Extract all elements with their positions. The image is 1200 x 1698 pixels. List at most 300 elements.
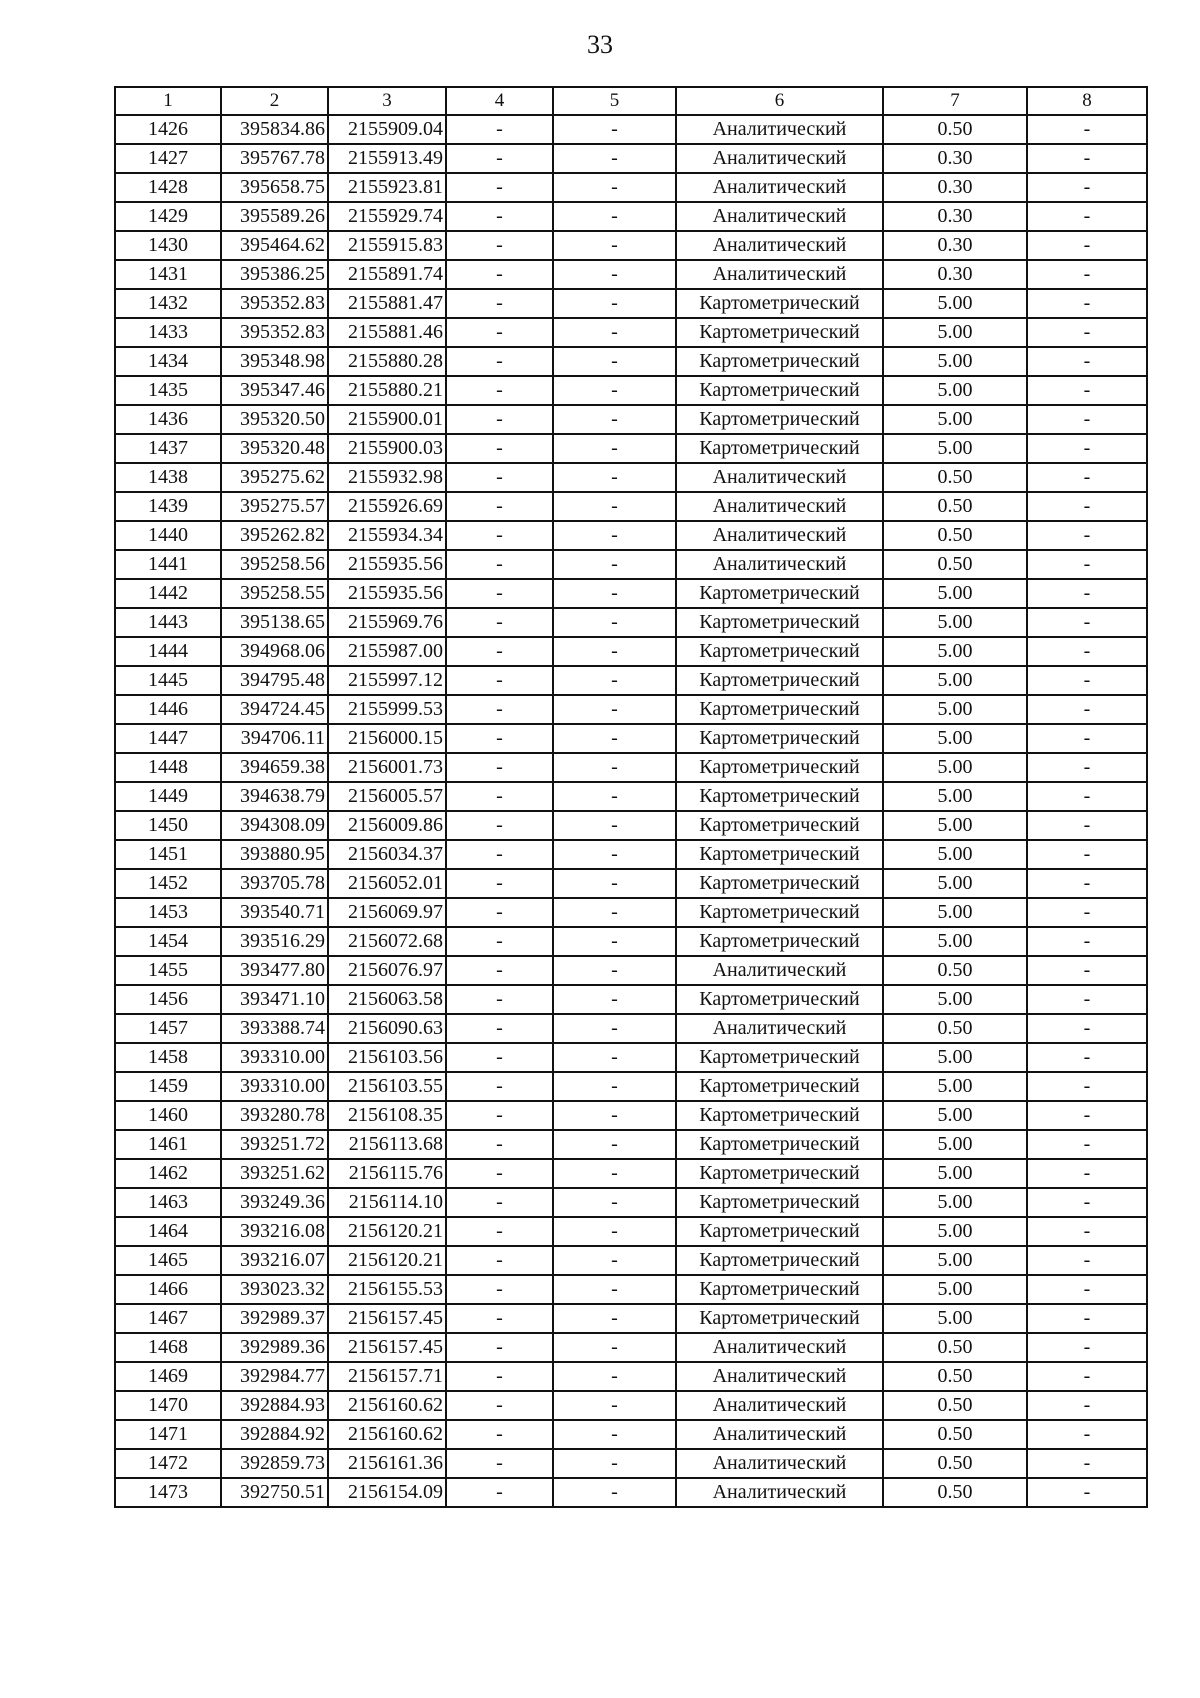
column-header-5: 5: [553, 87, 676, 115]
cell-column-5-value: -: [553, 434, 676, 463]
cell-column-8-value: -: [1027, 898, 1147, 927]
cell-accuracy-value: 5.00: [883, 1217, 1027, 1246]
cell-column-4-value: -: [446, 1362, 553, 1391]
column-header-8: 8: [1027, 87, 1147, 115]
cell-y-coordinate: 2156157.45: [328, 1333, 446, 1362]
cell-y-coordinate: 2155935.56: [328, 550, 446, 579]
cell-column-5-value: -: [553, 550, 676, 579]
cell-point-number: 1435: [115, 376, 221, 405]
cell-point-number: 1454: [115, 927, 221, 956]
cell-point-number: 1467: [115, 1304, 221, 1333]
cell-column-8-value: -: [1027, 463, 1147, 492]
cell-column-5-value: -: [553, 1101, 676, 1130]
cell-y-coordinate: 2155997.12: [328, 666, 446, 695]
cell-column-8-value: -: [1027, 144, 1147, 173]
cell-accuracy-value: 5.00: [883, 927, 1027, 956]
cell-x-coordinate: 393310.00: [221, 1043, 328, 1072]
cell-x-coordinate: 394308.09: [221, 811, 328, 840]
cell-accuracy-value: 5.00: [883, 434, 1027, 463]
cell-y-coordinate: 2155929.74: [328, 202, 446, 231]
cell-determination-method: Картометрический: [676, 637, 883, 666]
cell-y-coordinate: 2155926.69: [328, 492, 446, 521]
cell-x-coordinate: 394659.38: [221, 753, 328, 782]
cell-x-coordinate: 393216.07: [221, 1246, 328, 1275]
table-row: [115, 1362, 1147, 1391]
cell-x-coordinate: 395138.65: [221, 608, 328, 637]
table-row: [115, 782, 1147, 811]
cell-column-4-value: -: [446, 811, 553, 840]
cell-column-8-value: -: [1027, 202, 1147, 231]
cell-point-number: 1433: [115, 318, 221, 347]
cell-x-coordinate: 395658.75: [221, 173, 328, 202]
cell-determination-method: Картометрический: [676, 579, 883, 608]
cell-accuracy-value: 0.30: [883, 144, 1027, 173]
cell-accuracy-value: 0.50: [883, 1014, 1027, 1043]
cell-column-5-value: -: [553, 1246, 676, 1275]
cell-x-coordinate: 395258.55: [221, 579, 328, 608]
cell-point-number: 1436: [115, 405, 221, 434]
cell-point-number: 1439: [115, 492, 221, 521]
cell-accuracy-value: 0.50: [883, 1333, 1027, 1362]
table-row: [115, 579, 1147, 608]
cell-column-8-value: -: [1027, 1420, 1147, 1449]
cell-column-8-value: -: [1027, 637, 1147, 666]
cell-accuracy-value: 5.00: [883, 695, 1027, 724]
table-body: [115, 115, 1147, 1507]
table-row: [115, 840, 1147, 869]
cell-determination-method: Картометрический: [676, 289, 883, 318]
table-row: [115, 173, 1147, 202]
cell-accuracy-value: 5.00: [883, 811, 1027, 840]
table-row: [115, 1159, 1147, 1188]
cell-y-coordinate: 2156103.55: [328, 1072, 446, 1101]
cell-y-coordinate: 2155999.53: [328, 695, 446, 724]
cell-x-coordinate: 394706.11: [221, 724, 328, 753]
cell-y-coordinate: 2156069.97: [328, 898, 446, 927]
cell-x-coordinate: 395320.50: [221, 405, 328, 434]
cell-column-5-value: -: [553, 1072, 676, 1101]
cell-column-8-value: -: [1027, 1333, 1147, 1362]
cell-accuracy-value: 0.50: [883, 1362, 1027, 1391]
cell-column-4-value: -: [446, 1304, 553, 1333]
cell-column-4-value: -: [446, 405, 553, 434]
cell-column-4-value: -: [446, 289, 553, 318]
cell-column-8-value: -: [1027, 260, 1147, 289]
cell-determination-method: Картометрический: [676, 985, 883, 1014]
cell-column-5-value: -: [553, 666, 676, 695]
cell-accuracy-value: 0.30: [883, 202, 1027, 231]
cell-point-number: 1469: [115, 1362, 221, 1391]
table-row: [115, 231, 1147, 260]
cell-column-4-value: -: [446, 521, 553, 550]
cell-column-8-value: -: [1027, 608, 1147, 637]
cell-accuracy-value: 5.00: [883, 1304, 1027, 1333]
cell-point-number: 1430: [115, 231, 221, 260]
cell-determination-method: Картометрический: [676, 898, 883, 927]
cell-point-number: 1440: [115, 521, 221, 550]
cell-x-coordinate: 395262.82: [221, 521, 328, 550]
column-header-6: 6: [676, 87, 883, 115]
column-header-3: 3: [328, 87, 446, 115]
table-row: [115, 376, 1147, 405]
cell-column-4-value: -: [446, 753, 553, 782]
cell-column-5-value: -: [553, 1043, 676, 1072]
cell-column-5-value: -: [553, 1391, 676, 1420]
cell-determination-method: Картометрический: [676, 782, 883, 811]
table-row: [115, 1130, 1147, 1159]
table-row: [115, 260, 1147, 289]
cell-column-5-value: -: [553, 985, 676, 1014]
cell-x-coordinate: 395834.86: [221, 115, 328, 144]
table-row: [115, 1304, 1147, 1333]
cell-accuracy-value: 5.00: [883, 1101, 1027, 1130]
cell-column-5-value: -: [553, 579, 676, 608]
cell-point-number: 1431: [115, 260, 221, 289]
cell-column-4-value: -: [446, 1188, 553, 1217]
cell-y-coordinate: 2156034.37: [328, 840, 446, 869]
cell-column-4-value: -: [446, 1101, 553, 1130]
table-row: [115, 985, 1147, 1014]
table-row: [115, 724, 1147, 753]
cell-point-number: 1448: [115, 753, 221, 782]
cell-column-5-value: -: [553, 956, 676, 985]
cell-column-8-value: -: [1027, 1217, 1147, 1246]
cell-column-8-value: -: [1027, 289, 1147, 318]
cell-determination-method: Картометрический: [676, 927, 883, 956]
cell-x-coordinate: 392984.77: [221, 1362, 328, 1391]
cell-determination-method: Картометрический: [676, 318, 883, 347]
cell-x-coordinate: 394638.79: [221, 782, 328, 811]
cell-y-coordinate: 2156120.21: [328, 1246, 446, 1275]
cell-determination-method: Картометрический: [676, 1130, 883, 1159]
table-row: [115, 1188, 1147, 1217]
cell-determination-method: Картометрический: [676, 1043, 883, 1072]
cell-y-coordinate: 2155923.81: [328, 173, 446, 202]
cell-point-number: 1426: [115, 115, 221, 144]
cell-x-coordinate: 392750.51: [221, 1478, 328, 1507]
cell-y-coordinate: 2155909.04: [328, 115, 446, 144]
column-header-1: 1: [115, 87, 221, 115]
cell-x-coordinate: 393540.71: [221, 898, 328, 927]
cell-x-coordinate: 395464.62: [221, 231, 328, 260]
cell-accuracy-value: 5.00: [883, 376, 1027, 405]
cell-accuracy-value: 5.00: [883, 1275, 1027, 1304]
table-row: [115, 666, 1147, 695]
cell-determination-method: Аналитический: [676, 260, 883, 289]
cell-column-4-value: -: [446, 869, 553, 898]
cell-column-8-value: -: [1027, 550, 1147, 579]
table-row: [115, 463, 1147, 492]
cell-point-number: 1438: [115, 463, 221, 492]
cell-column-4-value: -: [446, 1130, 553, 1159]
cell-column-4-value: -: [446, 898, 553, 927]
cell-column-8-value: -: [1027, 1362, 1147, 1391]
cell-y-coordinate: 2156076.97: [328, 956, 446, 985]
table-row: [115, 869, 1147, 898]
cell-y-coordinate: 2155934.34: [328, 521, 446, 550]
cell-determination-method: Картометрический: [676, 724, 883, 753]
cell-column-4-value: -: [446, 1275, 553, 1304]
cell-column-5-value: -: [553, 492, 676, 521]
cell-y-coordinate: 2155900.03: [328, 434, 446, 463]
cell-accuracy-value: 5.00: [883, 666, 1027, 695]
cell-accuracy-value: 0.30: [883, 260, 1027, 289]
cell-column-5-value: -: [553, 753, 676, 782]
cell-y-coordinate: 2156108.35: [328, 1101, 446, 1130]
cell-determination-method: Картометрический: [676, 695, 883, 724]
table-row: [115, 434, 1147, 463]
cell-determination-method: Картометрический: [676, 347, 883, 376]
cell-column-5-value: -: [553, 1159, 676, 1188]
cell-determination-method: Картометрический: [676, 753, 883, 782]
table-row: [115, 318, 1147, 347]
cell-accuracy-value: 5.00: [883, 840, 1027, 869]
cell-accuracy-value: 5.00: [883, 608, 1027, 637]
cell-point-number: 1449: [115, 782, 221, 811]
cell-y-coordinate: 2156090.63: [328, 1014, 446, 1043]
cell-y-coordinate: 2156160.62: [328, 1391, 446, 1420]
cell-point-number: 1461: [115, 1130, 221, 1159]
cell-column-4-value: -: [446, 1014, 553, 1043]
cell-column-8-value: -: [1027, 1275, 1147, 1304]
cell-x-coordinate: 395352.83: [221, 289, 328, 318]
table-row: [115, 753, 1147, 782]
cell-point-number: 1460: [115, 1101, 221, 1130]
cell-x-coordinate: 393251.62: [221, 1159, 328, 1188]
cell-x-coordinate: 393216.08: [221, 1217, 328, 1246]
column-header-7: 7: [883, 87, 1027, 115]
table-row: [115, 1043, 1147, 1072]
table-row: [115, 956, 1147, 985]
cell-column-5-value: -: [553, 173, 676, 202]
cell-y-coordinate: 2156154.09: [328, 1478, 446, 1507]
cell-determination-method: Картометрический: [676, 840, 883, 869]
cell-column-5-value: -: [553, 231, 676, 260]
cell-x-coordinate: 393471.10: [221, 985, 328, 1014]
cell-point-number: 1466: [115, 1275, 221, 1304]
cell-column-5-value: -: [553, 289, 676, 318]
cell-point-number: 1441: [115, 550, 221, 579]
cell-point-number: 1451: [115, 840, 221, 869]
cell-x-coordinate: 395347.46: [221, 376, 328, 405]
cell-x-coordinate: 395275.57: [221, 492, 328, 521]
cell-point-number: 1470: [115, 1391, 221, 1420]
cell-determination-method: Картометрический: [676, 869, 883, 898]
table-row: [115, 550, 1147, 579]
cell-column-5-value: -: [553, 144, 676, 173]
cell-column-4-value: -: [446, 579, 553, 608]
cell-accuracy-value: 5.00: [883, 1159, 1027, 1188]
cell-accuracy-value: 5.00: [883, 1246, 1027, 1275]
cell-column-4-value: -: [446, 492, 553, 521]
cell-column-8-value: -: [1027, 115, 1147, 144]
cell-accuracy-value: 5.00: [883, 347, 1027, 376]
cell-y-coordinate: 2156052.01: [328, 869, 446, 898]
cell-column-5-value: -: [553, 521, 676, 550]
cell-point-number: 1447: [115, 724, 221, 753]
cell-y-coordinate: 2155881.47: [328, 289, 446, 318]
cell-column-4-value: -: [446, 318, 553, 347]
cell-column-8-value: -: [1027, 173, 1147, 202]
cell-column-5-value: -: [553, 1478, 676, 1507]
cell-point-number: 1472: [115, 1449, 221, 1478]
cell-x-coordinate: 395348.98: [221, 347, 328, 376]
cell-column-8-value: -: [1027, 1188, 1147, 1217]
cell-column-4-value: -: [446, 695, 553, 724]
cell-y-coordinate: 2156063.58: [328, 985, 446, 1014]
cell-column-8-value: -: [1027, 1072, 1147, 1101]
table-row: [115, 289, 1147, 318]
table-row: [115, 608, 1147, 637]
cell-column-4-value: -: [446, 1478, 553, 1507]
cell-point-number: 1446: [115, 695, 221, 724]
cell-accuracy-value: 5.00: [883, 753, 1027, 782]
cell-point-number: 1468: [115, 1333, 221, 1362]
cell-column-5-value: -: [553, 1304, 676, 1333]
cell-column-8-value: -: [1027, 869, 1147, 898]
cell-column-5-value: -: [553, 1420, 676, 1449]
cell-point-number: 1442: [115, 579, 221, 608]
cell-accuracy-value: 0.30: [883, 173, 1027, 202]
cell-y-coordinate: 2156160.62: [328, 1420, 446, 1449]
cell-accuracy-value: 5.00: [883, 1072, 1027, 1101]
cell-y-coordinate: 2155880.21: [328, 376, 446, 405]
cell-column-4-value: -: [446, 1333, 553, 1362]
cell-accuracy-value: 5.00: [883, 724, 1027, 753]
cell-column-4-value: -: [446, 840, 553, 869]
cell-point-number: 1444: [115, 637, 221, 666]
cell-point-number: 1463: [115, 1188, 221, 1217]
cell-y-coordinate: 2156000.15: [328, 724, 446, 753]
table-row: [115, 1101, 1147, 1130]
cell-point-number: 1465: [115, 1246, 221, 1275]
cell-column-8-value: -: [1027, 985, 1147, 1014]
cell-column-4-value: -: [446, 724, 553, 753]
cell-point-number: 1473: [115, 1478, 221, 1507]
cell-y-coordinate: 2155969.76: [328, 608, 446, 637]
cell-column-5-value: -: [553, 347, 676, 376]
cell-column-5-value: -: [553, 1188, 676, 1217]
cell-column-4-value: -: [446, 956, 553, 985]
cell-column-4-value: -: [446, 550, 553, 579]
cell-column-8-value: -: [1027, 782, 1147, 811]
cell-point-number: 1450: [115, 811, 221, 840]
cell-determination-method: Аналитический: [676, 144, 883, 173]
cell-determination-method: Картометрический: [676, 1159, 883, 1188]
cell-accuracy-value: 0.50: [883, 1420, 1027, 1449]
cell-determination-method: Аналитический: [676, 1478, 883, 1507]
cell-x-coordinate: 392859.73: [221, 1449, 328, 1478]
cell-x-coordinate: 395589.26: [221, 202, 328, 231]
cell-column-5-value: -: [553, 318, 676, 347]
table-row: [115, 115, 1147, 144]
cell-column-8-value: -: [1027, 1101, 1147, 1130]
cell-accuracy-value: 0.30: [883, 231, 1027, 260]
cell-point-number: 1453: [115, 898, 221, 927]
cell-accuracy-value: 5.00: [883, 985, 1027, 1014]
cell-y-coordinate: 2156103.56: [328, 1043, 446, 1072]
cell-accuracy-value: 0.50: [883, 1391, 1027, 1420]
cell-column-8-value: -: [1027, 956, 1147, 985]
cell-column-8-value: -: [1027, 405, 1147, 434]
cell-x-coordinate: 395767.78: [221, 144, 328, 173]
cell-point-number: 1462: [115, 1159, 221, 1188]
table-row: [115, 1014, 1147, 1043]
cell-column-8-value: -: [1027, 347, 1147, 376]
cell-column-4-value: -: [446, 173, 553, 202]
cell-determination-method: Аналитический: [676, 463, 883, 492]
cell-column-8-value: -: [1027, 434, 1147, 463]
cell-column-4-value: -: [446, 115, 553, 144]
cell-column-5-value: -: [553, 1275, 676, 1304]
cell-y-coordinate: 2155915.83: [328, 231, 446, 260]
cell-determination-method: Аналитический: [676, 1449, 883, 1478]
cell-column-8-value: -: [1027, 927, 1147, 956]
cell-column-4-value: -: [446, 144, 553, 173]
table-row: [115, 521, 1147, 550]
cell-y-coordinate: 2156157.71: [328, 1362, 446, 1391]
cell-determination-method: Аналитический: [676, 1420, 883, 1449]
cell-column-8-value: -: [1027, 1159, 1147, 1188]
cell-column-5-value: -: [553, 202, 676, 231]
cell-determination-method: Картометрический: [676, 1304, 883, 1333]
cell-determination-method: Картометрический: [676, 1275, 883, 1304]
cell-point-number: 1434: [115, 347, 221, 376]
cell-accuracy-value: 5.00: [883, 1043, 1027, 1072]
cell-column-4-value: -: [446, 347, 553, 376]
cell-column-5-value: -: [553, 811, 676, 840]
cell-accuracy-value: 5.00: [883, 1130, 1027, 1159]
cell-column-5-value: -: [553, 463, 676, 492]
cell-y-coordinate: 2155900.01: [328, 405, 446, 434]
cell-x-coordinate: 394968.06: [221, 637, 328, 666]
cell-y-coordinate: 2155881.46: [328, 318, 446, 347]
table-row: [115, 1449, 1147, 1478]
cell-accuracy-value: 0.50: [883, 115, 1027, 144]
cell-accuracy-value: 0.50: [883, 492, 1027, 521]
cell-column-4-value: -: [446, 1043, 553, 1072]
cell-column-4-value: -: [446, 608, 553, 637]
cell-determination-method: Картометрический: [676, 1072, 883, 1101]
cell-y-coordinate: 2155891.74: [328, 260, 446, 289]
cell-column-8-value: -: [1027, 1304, 1147, 1333]
cell-column-4-value: -: [446, 260, 553, 289]
cell-accuracy-value: 0.50: [883, 521, 1027, 550]
table-row: [115, 405, 1147, 434]
cell-x-coordinate: 393280.78: [221, 1101, 328, 1130]
cell-column-8-value: -: [1027, 840, 1147, 869]
cell-column-5-value: -: [553, 1362, 676, 1391]
table-row: [115, 1275, 1147, 1304]
cell-x-coordinate: 395352.83: [221, 318, 328, 347]
cell-accuracy-value: 5.00: [883, 289, 1027, 318]
cell-column-5-value: -: [553, 1014, 676, 1043]
cell-determination-method: Картометрический: [676, 1217, 883, 1246]
cell-column-4-value: -: [446, 463, 553, 492]
cell-x-coordinate: 395275.62: [221, 463, 328, 492]
cell-determination-method: Картометрический: [676, 376, 883, 405]
cell-x-coordinate: 393477.80: [221, 956, 328, 985]
cell-y-coordinate: 2156157.45: [328, 1304, 446, 1333]
cell-column-8-value: -: [1027, 1014, 1147, 1043]
cell-column-5-value: -: [553, 695, 676, 724]
cell-column-4-value: -: [446, 637, 553, 666]
cell-determination-method: Аналитический: [676, 550, 883, 579]
cell-y-coordinate: 2156120.21: [328, 1217, 446, 1246]
cell-y-coordinate: 2155987.00: [328, 637, 446, 666]
cell-column-4-value: -: [446, 1449, 553, 1478]
cell-column-5-value: -: [553, 637, 676, 666]
